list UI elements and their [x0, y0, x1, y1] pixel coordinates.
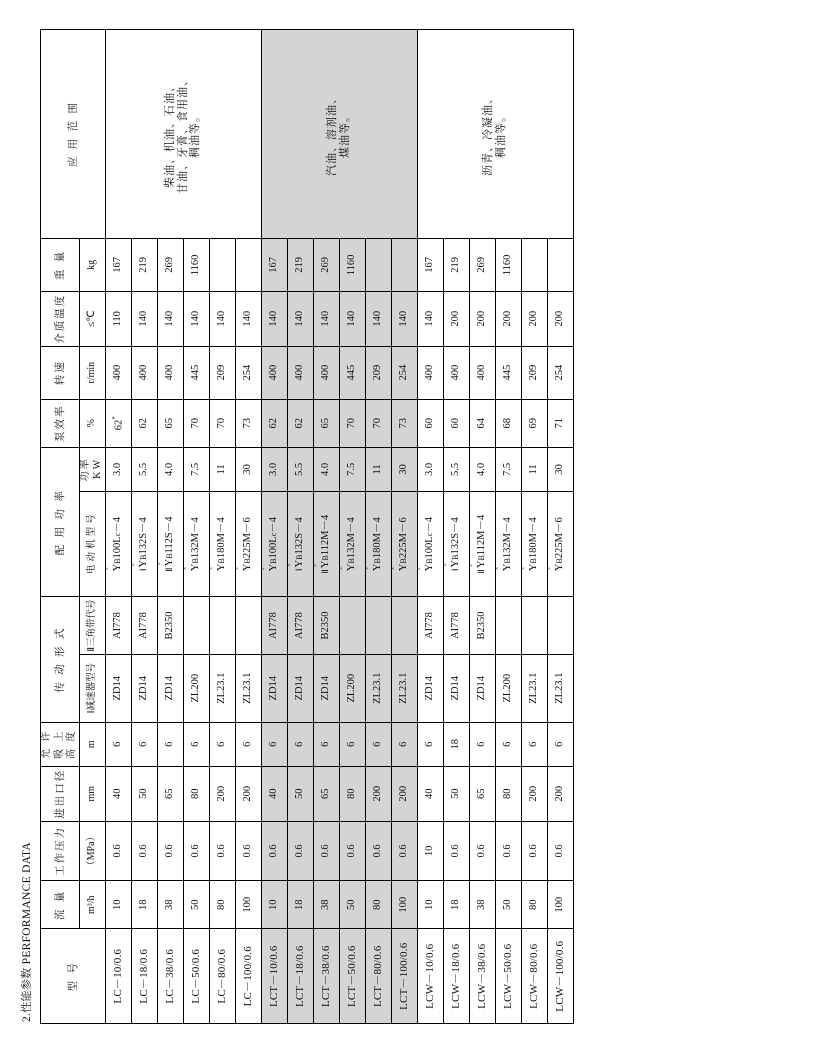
cell-pressure: 0.6	[157, 821, 183, 880]
th-weight-unit: kg	[79, 239, 105, 292]
cell-motor-power: 3.0	[105, 447, 131, 491]
table-body	[105, 30, 573, 1024]
cell-motor-model: Ⅱ× YB112M－4	[313, 491, 339, 597]
cell-efficiency: 73	[391, 399, 417, 447]
cell-weight	[235, 239, 261, 292]
cell-motor-model: × YB132M－4	[339, 491, 365, 597]
cell-inlet: 80	[495, 766, 521, 821]
cell-motor-model: × YB225M－6	[547, 491, 573, 597]
cell-suction: 6	[235, 722, 261, 766]
cell-belt: AI778	[131, 597, 157, 654]
cell-speed: 400	[287, 346, 313, 399]
cell-flow: 100	[391, 881, 417, 929]
cell-temperature: 140	[183, 291, 209, 346]
cell-motor-model: × YB100Lc－4	[105, 491, 131, 597]
cell-flow: 10	[417, 881, 443, 929]
cell-gear: ZL23.1	[235, 654, 261, 722]
cell-motor-model: × YB180M－4	[521, 491, 547, 597]
cell-pressure: 0.6	[183, 821, 209, 880]
th-drive: 传 动 形 式	[41, 597, 80, 722]
cell-suction: 6	[469, 722, 495, 766]
cell-gear: ZD14	[313, 654, 339, 722]
cell-belt: B2350	[469, 597, 495, 654]
cell-belt: AI778	[261, 597, 287, 654]
caption-cn: 性能参数	[20, 967, 33, 1013]
cell-inlet: 50	[131, 766, 157, 821]
cell-efficiency: 65	[313, 399, 339, 447]
cell-motor-power: 30	[235, 447, 261, 491]
cell-speed: 400	[105, 346, 131, 399]
cell-flow: 50	[183, 881, 209, 929]
cell-motor-model: Ⅰ× YB132S－4	[287, 491, 313, 597]
cell-weight: 167	[105, 239, 131, 292]
cell-motor-power: 11	[521, 447, 547, 491]
table-row	[417, 30, 443, 1024]
cell-weight: 1160	[495, 239, 521, 292]
cell-suction: 6	[131, 722, 157, 766]
cell-belt	[365, 597, 391, 654]
cell-efficiency: 70	[209, 399, 235, 447]
cell-weight: 167	[417, 239, 443, 292]
cell-motor-power: 4.0	[313, 447, 339, 491]
cell-motor-model: × YB132M－4	[495, 491, 521, 597]
th-application: 应 用 范 围	[41, 30, 106, 239]
cell-gear: ZL23.1	[521, 654, 547, 722]
cell-weight: 269	[313, 239, 339, 292]
cell-gear: ZD14	[261, 654, 287, 722]
cell-temperature: 140	[417, 291, 443, 346]
cell-gear: ZL200	[339, 654, 365, 722]
cell-flow: 100	[547, 881, 573, 929]
cell-gear: ZL23.1	[547, 654, 573, 722]
cell-pressure: 0.6	[391, 821, 417, 880]
cell-suction: 6	[339, 722, 365, 766]
cell-model: LC－50/0.6	[183, 929, 209, 1024]
cell-weight: 219	[287, 239, 313, 292]
cell-belt	[235, 597, 261, 654]
cell-gear: ZD14	[469, 654, 495, 722]
th-temp-unit: ≤℃	[79, 291, 105, 346]
cell-model: LC－80/0.6	[209, 929, 235, 1024]
cell-belt: AI778	[287, 597, 313, 654]
cell-motor-model: × YB180M－4	[209, 491, 235, 597]
cell-belt: AI778	[417, 597, 443, 654]
cell-gear: ZL200	[495, 654, 521, 722]
cell-inlet: 200	[365, 766, 391, 821]
cell-weight	[521, 239, 547, 292]
th-model: 型 号	[41, 929, 106, 1024]
cell-speed: 254	[391, 346, 417, 399]
cell-inlet: 80	[183, 766, 209, 821]
cell-gear: ZL23.1	[365, 654, 391, 722]
cell-weight: 1160	[339, 239, 365, 292]
cell-flow: 18	[287, 881, 313, 929]
cell-belt	[339, 597, 365, 654]
cell-belt	[547, 597, 573, 654]
cell-temperature: 140	[235, 291, 261, 346]
cell-motor-model: Ⅱ× YB112M－4	[469, 491, 495, 597]
th-pressure-unit: （MPa）	[79, 821, 105, 880]
cell-pressure: 0.6	[365, 821, 391, 880]
cell-efficiency: 70	[339, 399, 365, 447]
cell-belt	[495, 597, 521, 654]
cell-efficiency: 69	[521, 399, 547, 447]
cell-model: LC－38/0.6	[157, 929, 183, 1024]
cell-suction: 18	[443, 722, 469, 766]
cell-model: LCT－100/0.6	[391, 929, 417, 1024]
cell-pressure: 0.6	[261, 821, 287, 880]
cell-gear: ZD14	[287, 654, 313, 722]
cell-temperature: 140	[157, 291, 183, 346]
cell-motor-power: 5.5	[131, 447, 157, 491]
cell-speed: 400	[313, 346, 339, 399]
th-drive-gear: Ⅰ减速器型号	[79, 654, 105, 722]
th-speed-unit: r/min	[79, 346, 105, 399]
cell-pressure: 0.6	[209, 821, 235, 880]
cell-efficiency: 62	[131, 399, 157, 447]
cell-inlet: 50	[287, 766, 313, 821]
cell-flow: 50	[495, 881, 521, 929]
cell-speed: 209	[521, 346, 547, 399]
cell-application: 汽油、溶剂油、 煤油等。	[261, 30, 417, 239]
cell-flow: 18	[443, 881, 469, 929]
cell-motor-model: × YB225M－6	[391, 491, 417, 597]
cell-efficiency: 64	[469, 399, 495, 447]
cell-inlet: 200	[209, 766, 235, 821]
cell-motor-power: 5.5	[287, 447, 313, 491]
cell-speed: 445	[183, 346, 209, 399]
cell-motor-model: Ⅰ× YB132S－4	[131, 491, 157, 597]
cell-motor-power: 5.5	[443, 447, 469, 491]
cell-belt: AI778	[105, 597, 131, 654]
cell-motor-power: 4.0	[157, 447, 183, 491]
cell-motor-power: 4.0	[469, 447, 495, 491]
cell-gear: ZL200	[183, 654, 209, 722]
cell-suction: 6	[365, 722, 391, 766]
cell-suction: 6	[313, 722, 339, 766]
cell-pressure: 0.6	[495, 821, 521, 880]
cell-inlet: 65	[157, 766, 183, 821]
cell-belt	[521, 597, 547, 654]
cell-efficiency: 70	[365, 399, 391, 447]
cell-inlet: 200	[391, 766, 417, 821]
cell-motor-power: 7.5	[183, 447, 209, 491]
cell-model: LCW－100/0.6	[547, 929, 573, 1024]
cell-temperature: 140	[339, 291, 365, 346]
performance-table	[40, 29, 574, 1024]
cell-efficiency: 62*	[105, 399, 131, 447]
cell-temperature: 200	[495, 291, 521, 346]
th-inlet: 进出口径	[41, 766, 80, 821]
cell-suction: 6	[105, 722, 131, 766]
cell-application: 柴油、机油、石油、 甘油、牙膏、食用油、 稠油等。	[105, 30, 261, 239]
cell-weight: 269	[469, 239, 495, 292]
cell-suction: 6	[157, 722, 183, 766]
cell-motor-power: 7.5	[495, 447, 521, 491]
cell-gear: ZD14	[105, 654, 131, 722]
th-inlet-unit: mm	[79, 766, 105, 821]
cell-weight: 1160	[183, 239, 209, 292]
cell-suction: 6	[391, 722, 417, 766]
cell-weight	[365, 239, 391, 292]
cell-temperature: 140	[365, 291, 391, 346]
cell-motor-power: 3.0	[417, 447, 443, 491]
cell-pressure: 0.6	[105, 821, 131, 880]
cell-inlet: 40	[105, 766, 131, 821]
cell-motor-model: × YB225M－6	[235, 491, 261, 597]
cell-flow: 38	[469, 881, 495, 929]
cell-flow: 38	[157, 881, 183, 929]
cell-gear: ZD14	[443, 654, 469, 722]
cell-flow: 50	[339, 881, 365, 929]
cell-model: LCT－38/0.6	[313, 929, 339, 1024]
cell-model: LCT－10/0.6	[261, 929, 287, 1024]
cell-model: LCW－38/0.6	[469, 929, 495, 1024]
cell-efficiency: 65	[157, 399, 183, 447]
th-weight: 重 量	[41, 239, 80, 292]
cell-inlet: 200	[521, 766, 547, 821]
cell-speed: 445	[339, 346, 365, 399]
cell-gear: ZD14	[131, 654, 157, 722]
cell-pressure: 0.6	[521, 821, 547, 880]
th-eff-unit: %	[79, 399, 105, 447]
cell-weight	[391, 239, 417, 292]
cell-model: LCW－18/0.6	[443, 929, 469, 1024]
cell-inlet: 40	[417, 766, 443, 821]
cell-pressure: 0.6	[469, 821, 495, 880]
cell-inlet: 65	[469, 766, 495, 821]
cell-temperature: 200	[469, 291, 495, 346]
cell-motor-model: Ⅰ× YB132S－4	[443, 491, 469, 597]
cell-speed: 400	[157, 346, 183, 399]
cell-application: 沥青、冷凝油、 稠油等。	[417, 30, 573, 239]
cell-motor-model: × YB100Lc－4	[261, 491, 287, 597]
cell-suction: 6	[183, 722, 209, 766]
cell-flow: 10	[105, 881, 131, 929]
cell-efficiency: 70	[183, 399, 209, 447]
cell-efficiency: 68	[495, 399, 521, 447]
cell-flow: 100	[235, 881, 261, 929]
cell-flow: 80	[365, 881, 391, 929]
cell-suction: 6	[495, 722, 521, 766]
cell-model: LCW－10/0.6	[417, 929, 443, 1024]
cell-pressure: 0.6	[547, 821, 573, 880]
cell-temperature: 140	[391, 291, 417, 346]
cell-gear: ZL23.1	[391, 654, 417, 722]
th-motor-model: 电 动 机 型 号	[79, 491, 105, 597]
cell-model: LC－10/0.6	[105, 929, 131, 1024]
cell-inlet: 80	[339, 766, 365, 821]
cell-suction: 6	[287, 722, 313, 766]
header-row-main	[41, 30, 80, 1024]
cell-model: LCT－18/0.6	[287, 929, 313, 1024]
th-suction-unit: m	[79, 722, 105, 766]
cell-belt: AI778	[443, 597, 469, 654]
cell-temperature: 140	[209, 291, 235, 346]
table-row	[261, 30, 287, 1024]
cell-motor-power: 3.0	[261, 447, 287, 491]
th-temp: 介质温度	[41, 291, 80, 346]
section-caption	[18, 22, 34, 1022]
cell-temperature: 110	[105, 291, 131, 346]
cell-speed: 400	[469, 346, 495, 399]
cell-suction: 6	[547, 722, 573, 766]
cell-inlet: 200	[547, 766, 573, 821]
th-flow: 流 量	[41, 881, 80, 929]
cell-motor-power: 7.5	[339, 447, 365, 491]
cell-speed: 400	[443, 346, 469, 399]
cell-efficiency: 71	[547, 399, 573, 447]
cell-belt	[391, 597, 417, 654]
cell-flow: 18	[131, 881, 157, 929]
cell-motor-power: 30	[547, 447, 573, 491]
cell-motor-model: × YB100Lc－4	[417, 491, 443, 597]
cell-weight: 167	[261, 239, 287, 292]
cell-efficiency: 62	[261, 399, 287, 447]
cell-speed: 209	[209, 346, 235, 399]
cell-pressure: 10	[417, 821, 443, 880]
cell-speed: 254	[235, 346, 261, 399]
table-row	[105, 30, 131, 1024]
cell-inlet: 40	[261, 766, 287, 821]
cell-belt: B2350	[157, 597, 183, 654]
cell-model: LCT－50/0.6	[339, 929, 365, 1024]
th-eff: 泵效率	[41, 399, 80, 447]
cell-flow: 38	[313, 881, 339, 929]
cell-flow: 10	[261, 881, 287, 929]
cell-efficiency: 73	[235, 399, 261, 447]
cell-motor-model: × YB132M－4	[183, 491, 209, 597]
cell-weight: 219	[443, 239, 469, 292]
cell-belt: B2350	[313, 597, 339, 654]
cell-belt	[183, 597, 209, 654]
cell-temperature: 140	[287, 291, 313, 346]
caption-index: 2.	[21, 1012, 33, 1022]
cell-pressure: 0.6	[235, 821, 261, 880]
cell-speed: 400	[131, 346, 157, 399]
th-motor: 配 用 功 率	[41, 447, 80, 597]
cell-efficiency: 60	[417, 399, 443, 447]
th-suction: 允 许 吸 上 高 度	[41, 722, 80, 766]
cell-gear: ZL23.1	[209, 654, 235, 722]
cell-model: LCW－80/0.6	[521, 929, 547, 1024]
cell-motor-power: 11	[365, 447, 391, 491]
cell-speed: 209	[365, 346, 391, 399]
cell-model: LCW－50/0.6	[495, 929, 521, 1024]
cell-weight	[209, 239, 235, 292]
cell-pressure: 0.6	[131, 821, 157, 880]
th-speed: 转速	[41, 346, 80, 399]
cell-weight	[547, 239, 573, 292]
cell-weight: 269	[157, 239, 183, 292]
cell-model: LCT－80/0.6	[365, 929, 391, 1024]
cell-belt	[209, 597, 235, 654]
cell-pressure: 0.6	[287, 821, 313, 880]
cell-gear: ZD14	[417, 654, 443, 722]
cell-suction: 6	[417, 722, 443, 766]
cell-gear: ZD14	[157, 654, 183, 722]
cell-pressure: 0.6	[313, 821, 339, 880]
cell-motor-power: 30	[391, 447, 417, 491]
cell-suction: 6	[261, 722, 287, 766]
cell-motor-model: Ⅱ× YB112S－4	[157, 491, 183, 597]
caption-en: PERFORMANCE DATA	[21, 841, 33, 965]
cell-temperature: 200	[547, 291, 573, 346]
cell-efficiency: 62	[287, 399, 313, 447]
th-drive-belt: Ⅱ三角带代号	[79, 597, 105, 654]
th-motor-power: 功率 K W	[79, 447, 105, 491]
cell-model: LC－18/0.6	[131, 929, 157, 1024]
cell-model: LC－100/0.6	[235, 929, 261, 1024]
cell-inlet: 65	[313, 766, 339, 821]
cell-speed: 400	[261, 346, 287, 399]
cell-suction: 6	[209, 722, 235, 766]
cell-efficiency: 60	[443, 399, 469, 447]
cell-weight: 219	[131, 239, 157, 292]
cell-inlet: 50	[443, 766, 469, 821]
cell-suction: 6	[521, 722, 547, 766]
cell-speed: 445	[495, 346, 521, 399]
th-pressure: 工作压力	[41, 821, 80, 880]
cell-temperature: 200	[443, 291, 469, 346]
cell-temperature: 140	[261, 291, 287, 346]
cell-flow: 80	[521, 881, 547, 929]
th-flow-unit: m³/h	[79, 881, 105, 929]
cell-temperature: 200	[521, 291, 547, 346]
cell-pressure: 0.6	[339, 821, 365, 880]
cell-flow: 80	[209, 881, 235, 929]
cell-inlet: 200	[235, 766, 261, 821]
cell-temperature: 140	[131, 291, 157, 346]
table-head	[41, 30, 106, 1024]
cell-speed: 400	[417, 346, 443, 399]
cell-motor-model: × YB180M－4	[365, 491, 391, 597]
cell-motor-power: 11	[209, 447, 235, 491]
cell-speed: 254	[547, 346, 573, 399]
cell-pressure: 0.6	[443, 821, 469, 880]
cell-temperature: 140	[313, 291, 339, 346]
